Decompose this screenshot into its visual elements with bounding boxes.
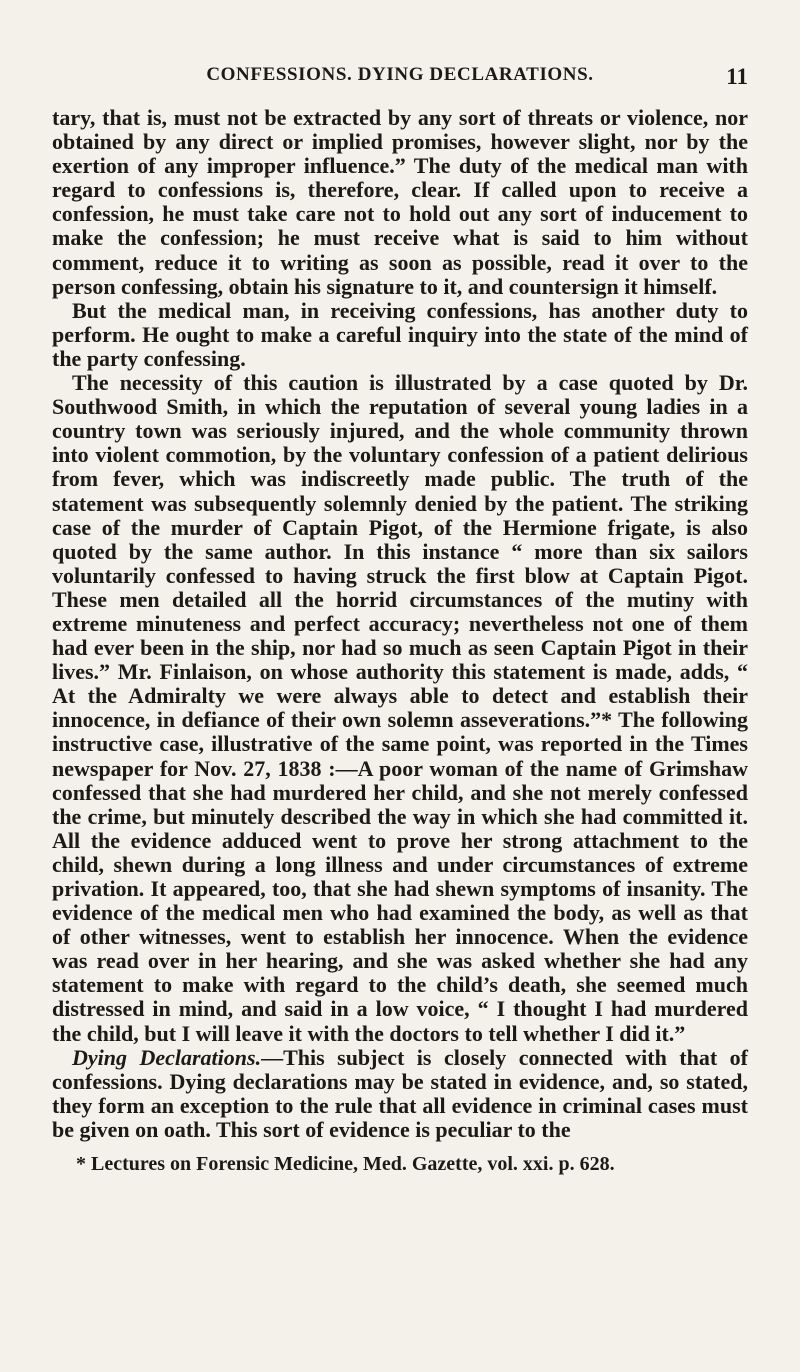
page-number: 11 (726, 64, 748, 89)
footnote: * Lectures on Forensic Medicine, Med. Gazette, vol. xxi. p. 628. (76, 1153, 615, 1176)
book-page (52, 64, 748, 1175)
dying-declarations-text: —This subject is closely connected with that of confessions. Dying declarations may be stated in evidence, and, so stated, they form an exception to the rule that all evidence in criminal cases must be given on oath. This sort of evidence is peculiar to the (52, 1044, 748, 1142)
running-head (52, 64, 748, 90)
paragraph-medical-duty: But the medical man, in receiving confessions, has another duty to perform. He ought to make a careful inquiry into the state of the mind of the party confessing. (52, 297, 748, 371)
paragraph-caution-cases: The necessity of this caution is illustrated by a case quoted by Dr. Southwood Smith, in which the reputation of several young ladies in a country town was seriously injured, and the whole community thrown into violent commotion, by the voluntary confession of a patient delirious from fever, which was indiscreetly made public. The truth of the statement was subsequently solemnly denied by the patient. The striking case of the murder of Captain Pigot, of the Hermione frigate, is also quoted by the same author. In this instance “ more than six sailors voluntarily confessed to having struck the first blow at Captain Pigot. These men detailed all the horrid circumstances of the mutiny with extreme minuteness and perfect accuracy; nevertheless not one of them had ever been in the ship, nor had so much as seen Captain Pigot in their lives.” Mr. Finlaison, on whose authority this statement is made, adds, “ At the Admiralty we were always able to detect and establish their innocence, in defiance of their own solemn asseverations.”* The following instructive case, illustrative of the same point, was reported in the Times newspaper for Nov. 27, 1838 :—A poor woman of the name of Grimshaw confessed that she had murdered her child, and she not merely confessed the crime, but minutely described the way in which she had committed it. All the evidence adduced went to prove her strong attachment to the child, shewn during a long illness and under circumstances of extreme privation. It appeared, too, that she had shewn symptoms of insanity. The evidence of the medical men who had examined the body, as well as that of other witnesses, went to establish her innocence. When the evidence was read over in her hearing, and she was asked whether she had any statement to make with regard to the child’s death, she seemed much distressed in mind, and said in a low voice, “ I thought I had murdered the child, but I will leave it with the doctors to tell whether I did it.” (52, 370, 748, 1046)
section-heading-dying-declarations: Dying Declarations. (72, 1044, 262, 1070)
running-title: CONFESSIONS. DYING DECLARATIONS. (206, 64, 594, 85)
body-text (52, 106, 748, 1142)
paragraph-continuation: tary, that is, must not be extracted by any sort of threats or violence, nor obtained by any direct or implied promises, however slight, nor by the exertion of any improper influence.” The duty of the medical man with regard to confessions is, therefore, clear. If called upon to receive a confession, he must take care not to hold out any sort of inducement to make the confession; he must receive what is said to him without comment, reduce it to writing as soon as possible, read it over to the person confessing, obtain his signature to it, and countersign it himself. (52, 105, 748, 299)
paragraph-dying-declarations (52, 1046, 748, 1142)
